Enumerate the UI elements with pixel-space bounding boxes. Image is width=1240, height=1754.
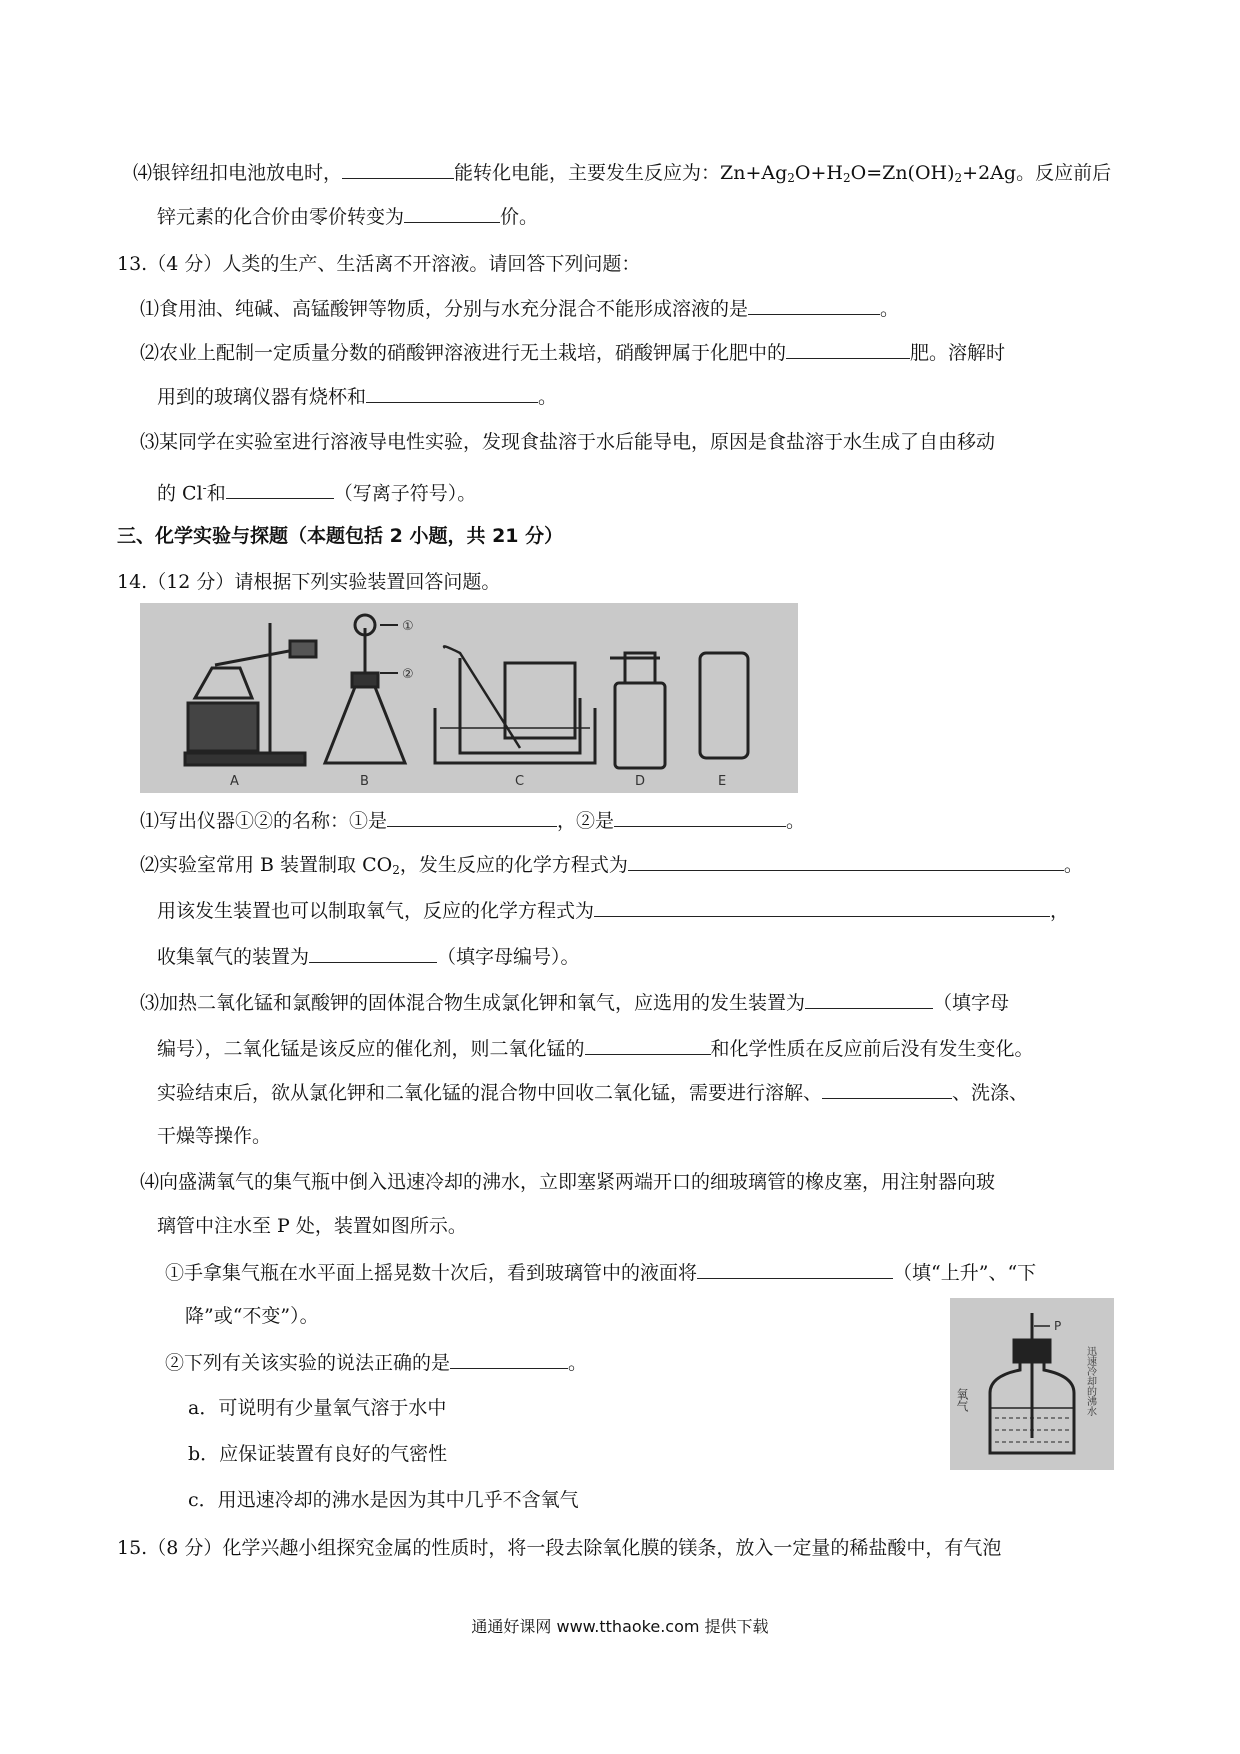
- section-heading: 三、化学实验与探题（本题包括 2 小题，共 21 分）: [117, 525, 564, 547]
- answer-blank[interactable]: [594, 896, 1050, 917]
- label-D: D: [635, 774, 646, 789]
- bottle-figure: [950, 1298, 1114, 1470]
- q14-part2-line2: 用该发生装置也可以制取氧气，反应的化学方程式为 ，: [157, 896, 1069, 925]
- q14-stem: 14.（12 分）请根据下列实验装置回答问题。: [117, 571, 501, 593]
- bottle-label-oxygen: 氧气: [955, 1388, 969, 1412]
- answer-blank[interactable]: [805, 988, 933, 1009]
- q14-part1: ⑴写出仪器①②的名称：①是 ，②是 。: [140, 806, 805, 835]
- bottle-drawing: [950, 1298, 1114, 1470]
- apparatus-drawing: [140, 603, 798, 793]
- q14-part3-line1: ⑶加热二氧化锰和氯酸钾的固体混合物生成氯化钾和氧气，应选用的发生装置为 （填字母: [140, 988, 1009, 1017]
- q12-part4-line2: 锌元素的化合价由零价转变为 价。: [157, 202, 538, 231]
- q13-part2-line1: ⑵农业上配制一定质量分数的硝酸钾溶液进行无土栽培，硝酸钾属于化肥中的 肥。溶解时: [140, 338, 1005, 367]
- apparatus-figure: [140, 603, 798, 793]
- mark-1: ①: [402, 619, 414, 634]
- bottle-label-p: P: [1054, 1319, 1062, 1333]
- answer-blank[interactable]: [697, 1258, 893, 1279]
- answer-blank[interactable]: [628, 850, 1064, 871]
- answer-blank[interactable]: [748, 294, 880, 315]
- label-C: C: [515, 774, 525, 789]
- answer-blank[interactable]: [387, 806, 557, 827]
- q14-part2-line3: 收集氧气的装置为 （填字母编号）。: [157, 942, 580, 971]
- q14-part3-line4: 干燥等操作。: [157, 1125, 272, 1147]
- answer-blank[interactable]: [226, 478, 334, 499]
- q14-part4-line2: 璃管中注水至 P 处，装置如图所示。: [157, 1215, 467, 1237]
- answer-blank[interactable]: [309, 942, 437, 963]
- bottle-label-water: 迅速冷却的沸水: [1084, 1346, 1096, 1416]
- q13-stem: 13.（4 分）人类的生产、生活离不开溶液。请回答下列问题：: [117, 253, 641, 275]
- q12-part4-line1: ⑷银锌纽扣电池放电时， 能转化电能，主要发生反应为：$Zn+Ag_2O+H_2O=Zn(OH)_2+2Ag$。反应前后: [133, 158, 1111, 192]
- answer-blank[interactable]: [585, 1034, 711, 1055]
- q13-part1: ⑴食用油、纯碱、高锰酸钾等物质，分别与水充分混合不能形成溶液的是 。: [140, 294, 899, 323]
- answer-blank[interactable]: [614, 806, 786, 827]
- q13-part2-line2: 用到的玻璃仪器有烧杯和 。: [157, 382, 557, 411]
- answer-blank[interactable]: [342, 158, 454, 179]
- answer-blank[interactable]: [450, 1348, 568, 1369]
- q13-part3-line1: ⑶某同学在实验室进行溶液导电性实验，发现食盐溶于水后能导电，原因是食盐溶于水生成了自由移动: [140, 431, 996, 453]
- page-footer: 通通好课网 www.tthaoke.com 提供下载: [471, 1617, 769, 1636]
- answer-blank[interactable]: [822, 1078, 952, 1099]
- option-c: c．用迅速冷却的沸水是因为其中几乎不含氧气: [188, 1489, 579, 1511]
- q14-part3-line3: 实验结束后，欲从氯化钾和二氧化锰的混合物中回收二氧化锰，需要进行溶解、 、洗涤、: [157, 1078, 1028, 1107]
- answer-blank[interactable]: [366, 382, 538, 403]
- answer-blank[interactable]: [404, 202, 500, 223]
- answer-blank[interactable]: [786, 338, 910, 359]
- label-B: B: [360, 774, 369, 789]
- q13-part3-line2: 的 Cl-和 （写离子符号）。: [157, 474, 476, 507]
- q14-part4-sub2: ②下列有关该实验的说法正确的是 。: [165, 1348, 587, 1377]
- label-E: E: [718, 774, 727, 789]
- option-b: b．应保证装置有良好的气密性: [188, 1443, 448, 1465]
- q14-part4-sub1-line1: ①手拿集气瓶在水平面上摇晃数十次后，看到玻璃管中的液面将 （填“上升”、“下: [165, 1258, 1036, 1287]
- q15-stem: 15.（8 分）化学兴趣小组探究金属的性质时，将一段去除氧化膜的镁条，放入一定量的稀盐酸中，有气泡: [117, 1537, 1002, 1559]
- label-A: A: [230, 774, 239, 789]
- q14-part3-line2: 编号），二氧化锰是该反应的催化剂，则二氧化锰的 和化学性质在反应前后没有发生变化。: [157, 1034, 1034, 1063]
- mark-2: ②: [402, 667, 414, 682]
- option-a: a．可说明有少量氧气溶于水中: [188, 1397, 447, 1419]
- q14-part2-line1: ⑵实验室常用 B 装置制取 $CO_2$，发生反应的化学方程式为 。: [140, 850, 1083, 884]
- q14-part4-sub1-line2: 降”或“不变”）。: [185, 1305, 319, 1327]
- q14-part4-line1: ⑷向盛满氧气的集气瓶中倒入迅速冷却的沸水，立即塞紧两端开口的细玻璃管的橡皮塞，用注射器向玻: [140, 1171, 996, 1193]
